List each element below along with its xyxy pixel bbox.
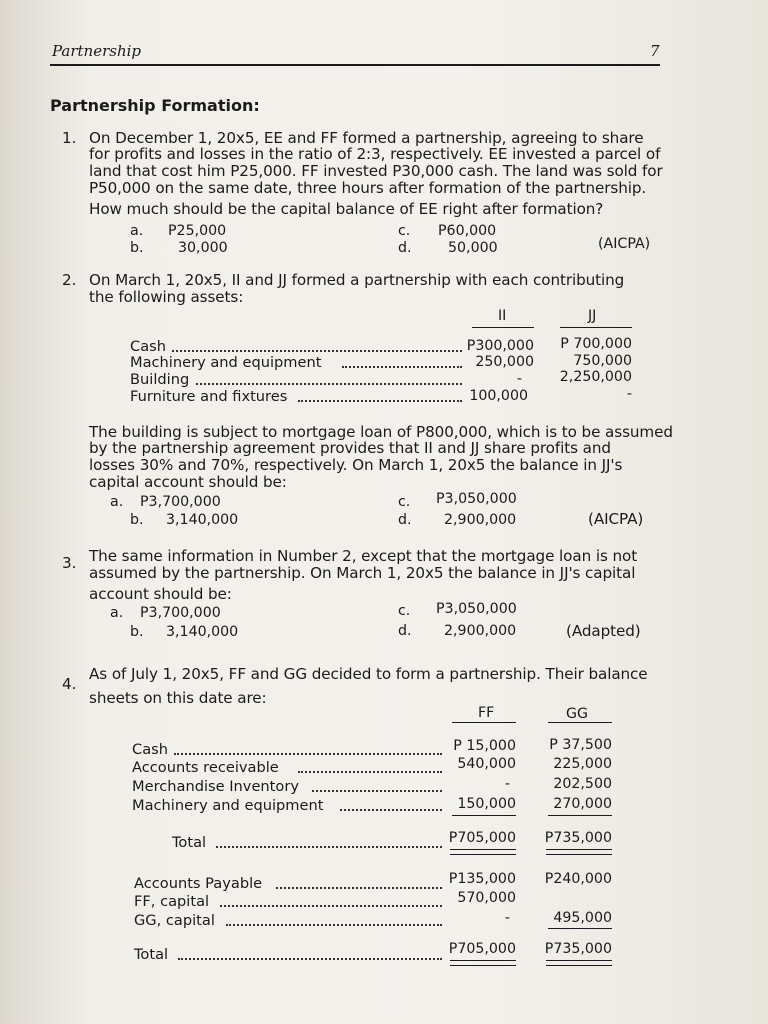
column-header: II bbox=[498, 308, 507, 324]
cell-gg: P240,000 bbox=[544, 871, 612, 887]
row-label: Machinery and equipment bbox=[132, 797, 324, 814]
row-label: Accounts receivable bbox=[132, 759, 279, 776]
double-underline bbox=[546, 960, 612, 966]
total-gg: P735,000 bbox=[544, 830, 612, 846]
cell-ii: - bbox=[516, 371, 522, 387]
choice-letter: d. bbox=[398, 240, 412, 256]
subtotal-underline bbox=[452, 815, 516, 816]
choice-value: 2,900,000 bbox=[444, 512, 517, 528]
choice-letter: a. bbox=[110, 494, 124, 510]
choice-value: P3,050,000 bbox=[436, 601, 517, 617]
cell-ii: 100,000 bbox=[469, 388, 528, 404]
question-text-line: by the partnership agreement provides that II and JJ share profits and bbox=[89, 439, 611, 457]
choice-value: 50,000 bbox=[448, 240, 498, 256]
cell-ii: 250,000 bbox=[475, 354, 534, 370]
subtotal-underline bbox=[548, 928, 612, 929]
running-header: Partnership bbox=[52, 42, 142, 60]
column-header: GG bbox=[566, 706, 588, 722]
question-number: 1. bbox=[62, 129, 77, 147]
leader-dots bbox=[340, 809, 442, 811]
question-number: 4. bbox=[62, 675, 77, 693]
column-header: JJ bbox=[588, 308, 597, 324]
column-underline bbox=[560, 327, 632, 328]
total-ff: P705,000 bbox=[448, 830, 516, 846]
choice-value: P25,000 bbox=[168, 223, 227, 239]
cell-ff: P 15,000 bbox=[453, 738, 516, 754]
choice-value: 3,140,000 bbox=[166, 512, 239, 528]
choice-value: 30,000 bbox=[178, 240, 228, 256]
leader-dots bbox=[276, 887, 442, 889]
question-text-line: On December 1, 20x5, EE and FF formed a partnership, agreeing to share bbox=[89, 129, 644, 147]
cell-ff: - bbox=[504, 910, 510, 926]
question-text-line: P50,000 on the same date, three hours after formation of the partnership. bbox=[89, 179, 647, 197]
question-text-line: land that cost him P25,000. FF invested P30,000 cash. The land was sold for bbox=[89, 162, 663, 180]
choice-value: 3,140,000 bbox=[166, 624, 239, 640]
cell-gg: 495,000 bbox=[553, 910, 612, 926]
choice-letter: d. bbox=[398, 512, 412, 528]
choice-letter: b. bbox=[130, 240, 144, 256]
question-number: 2. bbox=[62, 271, 77, 289]
question-text-line: capital account should be: bbox=[89, 473, 287, 491]
row-label: Cash bbox=[130, 338, 166, 355]
question-text-line: sheets on this date are: bbox=[89, 689, 267, 707]
total-gg: P735,000 bbox=[544, 941, 612, 957]
row-label: GG, capital bbox=[134, 912, 215, 929]
choice-value: P3,700,000 bbox=[140, 494, 221, 510]
column-underline bbox=[452, 722, 516, 723]
cell-ff: 570,000 bbox=[457, 890, 516, 906]
cell-ff: 150,000 bbox=[457, 796, 516, 812]
double-underline bbox=[546, 849, 612, 855]
leader-dots bbox=[226, 924, 442, 926]
row-label: Merchandise Inventory bbox=[132, 778, 299, 795]
header-rule bbox=[50, 64, 660, 66]
row-label: FF, capital bbox=[134, 893, 210, 910]
double-underline bbox=[450, 960, 516, 966]
question-text-line: How much should be the capital balance of EE right after formation? bbox=[89, 200, 604, 218]
leader-dots bbox=[196, 383, 462, 385]
leader-dots bbox=[312, 790, 442, 792]
leader-dots bbox=[178, 958, 442, 960]
total-label: Total bbox=[172, 834, 207, 851]
question-text-line: As of July 1, 20x5, FF and GG decided to form a partnership. Their balance bbox=[89, 665, 648, 683]
choice-value: P3,700,000 bbox=[140, 605, 221, 621]
source-citation: (Adapted) bbox=[566, 622, 641, 640]
leader-dots bbox=[172, 350, 462, 352]
row-label: Machinery and equipment bbox=[130, 354, 322, 371]
double-underline bbox=[450, 849, 516, 855]
cell-ff: - bbox=[504, 776, 510, 792]
choice-letter: d. bbox=[398, 623, 412, 639]
question-text-line: the following assets: bbox=[89, 288, 244, 306]
cell-jj: - bbox=[626, 386, 632, 402]
choice-letter: c. bbox=[398, 494, 411, 510]
cell-gg: P 37,500 bbox=[549, 737, 612, 753]
choice-value: P3,050,000 bbox=[436, 491, 517, 507]
source-citation: (AICPA) bbox=[588, 510, 644, 528]
choice-letter: a. bbox=[130, 223, 144, 239]
question-text-line: On March 1, 20x5, II and JJ formed a partnership with each contributing bbox=[89, 271, 625, 289]
leader-dots bbox=[220, 905, 442, 907]
cell-gg: 202,500 bbox=[553, 776, 612, 792]
question-text-line: account should be: bbox=[89, 585, 232, 603]
cell-jj: 750,000 bbox=[573, 353, 632, 369]
subtotal-underline bbox=[548, 815, 612, 816]
leader-dots bbox=[174, 753, 442, 755]
source-citation: (AICPA) bbox=[598, 236, 651, 252]
leader-dots bbox=[298, 400, 462, 402]
question-text-line: assumed by the partnership. On March 1, 20x5 the balance in JJ's capital bbox=[89, 564, 636, 582]
row-label: Building bbox=[130, 371, 190, 388]
column-underline bbox=[472, 327, 534, 328]
choice-letter: b. bbox=[130, 512, 144, 528]
total-ff: P705,000 bbox=[448, 941, 516, 957]
question-text-line: The building is subject to mortgage loan of P800,000, which is to be assumed bbox=[89, 423, 673, 441]
choice-letter: c. bbox=[398, 223, 411, 239]
row-label: Furniture and fixtures bbox=[130, 388, 288, 405]
choice-letter: a. bbox=[110, 605, 124, 621]
cell-gg: 225,000 bbox=[553, 756, 612, 772]
leader-dots bbox=[342, 366, 462, 368]
choice-letter: b. bbox=[130, 624, 144, 640]
section-title: Partnership Formation: bbox=[50, 96, 260, 115]
leader-dots bbox=[216, 846, 442, 848]
page-number: 7 bbox=[650, 42, 660, 60]
column-header: FF bbox=[478, 705, 495, 721]
total-label: Total bbox=[134, 946, 169, 963]
cell-jj: 2,250,000 bbox=[559, 369, 632, 385]
row-label: Cash bbox=[132, 741, 168, 758]
question-number: 3. bbox=[62, 554, 77, 572]
cell-ff: P135,000 bbox=[448, 871, 516, 887]
choice-letter: c. bbox=[398, 603, 411, 619]
cell-ff: 540,000 bbox=[457, 756, 516, 772]
question-text-line: losses 30% and 70%, respectively. On March 1, 20x5 the balance in JJ's bbox=[89, 456, 623, 474]
row-label: Accounts Payable bbox=[134, 875, 263, 892]
cell-jj: P 700,000 bbox=[560, 336, 632, 352]
question-text-line: for profits and losses in the ratio of 2:3, respectively. EE invested a parcel of bbox=[89, 145, 661, 163]
column-underline bbox=[548, 722, 612, 723]
choice-value: 2,900,000 bbox=[444, 623, 517, 639]
choice-value: P60,000 bbox=[438, 223, 497, 239]
question-text-line: The same information in Number 2, except that the mortgage loan is not bbox=[89, 547, 638, 565]
leader-dots bbox=[298, 771, 442, 773]
cell-ii: P300,000 bbox=[466, 338, 534, 354]
cell-gg: 270,000 bbox=[553, 796, 612, 812]
